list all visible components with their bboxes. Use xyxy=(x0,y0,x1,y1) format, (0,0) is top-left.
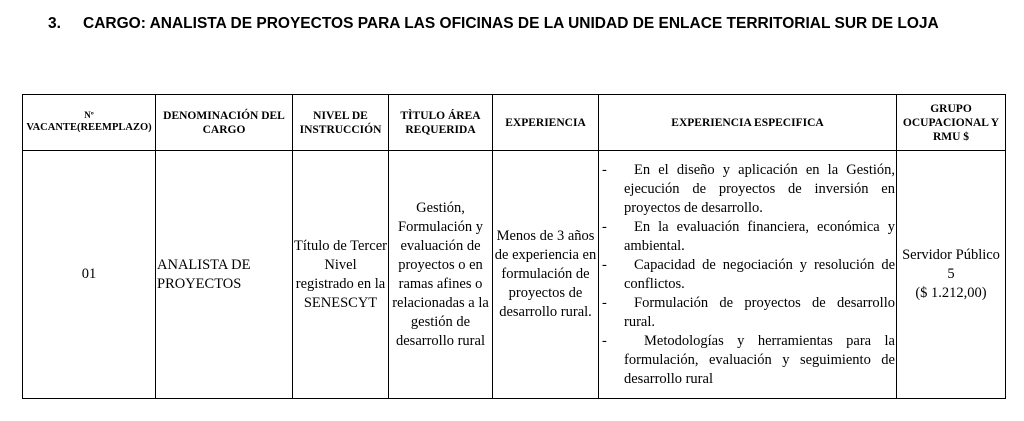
grupo-line2: 5 xyxy=(947,266,955,282)
cell-denominacion: ANALISTA DE PROYECTOS xyxy=(156,151,293,399)
cell-grupo xyxy=(897,151,1006,399)
header-grupo: GRUPO OCUPACIONAL Y RMU $ xyxy=(897,95,1006,151)
list-item-dash: - xyxy=(602,161,607,178)
list-item xyxy=(600,218,895,256)
header-vacante-line2: VACANTE(REEMPLAZO) xyxy=(26,122,152,133)
list-item-text: Metodologías y herramientas para la formulación, evaluación y seguimiento de desarrollo rural xyxy=(624,332,895,387)
header-especifica: EXPERIENCIA ESPECIFICA xyxy=(599,95,897,151)
header-denominacion: DENOMINACIÓN DEL CARGO xyxy=(156,95,293,151)
list-item-dash: - xyxy=(602,294,607,311)
list-item-dash: - xyxy=(602,256,607,273)
cell-nivel: Título de Tercer Nivel registrado en la SENESCYT xyxy=(293,151,389,399)
list-item-text: En la evaluación financiera, económica y ambiental. xyxy=(624,218,895,254)
header-vacante xyxy=(23,95,156,151)
section-title: CARGO: ANALISTA DE PROYECTOS PARA LAS OFICINAS DE LA UNIDAD DE ENLACE TERRITORIAL SUR DE LOJA xyxy=(83,15,939,32)
list-item-text: Formulación de proyectos de desarrollo rural. xyxy=(624,294,895,330)
section-heading xyxy=(48,15,939,33)
cell-vacante: 01 xyxy=(23,151,156,399)
list-item-dash: - xyxy=(602,332,607,349)
list-item xyxy=(600,256,895,294)
list-item xyxy=(600,332,895,389)
list-item-dash: - xyxy=(602,218,607,235)
grupo-line1: Servidor Público xyxy=(902,247,1000,263)
section-number: 3. xyxy=(48,15,61,32)
header-row xyxy=(23,95,1006,151)
table-row xyxy=(23,151,1006,399)
list-item xyxy=(600,294,895,332)
especifica-list xyxy=(600,161,895,389)
list-item-text: Capacidad de negociación y resolución de conflictos. xyxy=(624,256,895,292)
grupo-line3: ($ 1.212,00) xyxy=(915,285,987,301)
list-item-text: En el diseño y aplicación en la Gestión, ejecución de proyectos de inversión en proyectos de desarrollo. xyxy=(624,161,895,216)
cell-experiencia: Menos de 3 años de experiencia en formulación de proyectos de desarrollo rural. xyxy=(493,151,599,399)
header-vacante-line1: Nº xyxy=(84,110,94,120)
header-experiencia: EXPERIENCIA xyxy=(493,95,599,151)
list-item xyxy=(600,161,895,218)
header-titulo: TÌTULO ÁREA REQUERIDA xyxy=(389,95,493,151)
cell-titulo: Gestión, Formulación y evaluación de proyectos o en ramas afines o relacionadas a la gestión de desarrollo rural xyxy=(389,151,493,399)
cell-experiencia-especifica xyxy=(599,151,897,399)
header-nivel: NIVEL DE INSTRUCCIÓN xyxy=(293,95,389,151)
cargo-table xyxy=(22,94,1006,399)
